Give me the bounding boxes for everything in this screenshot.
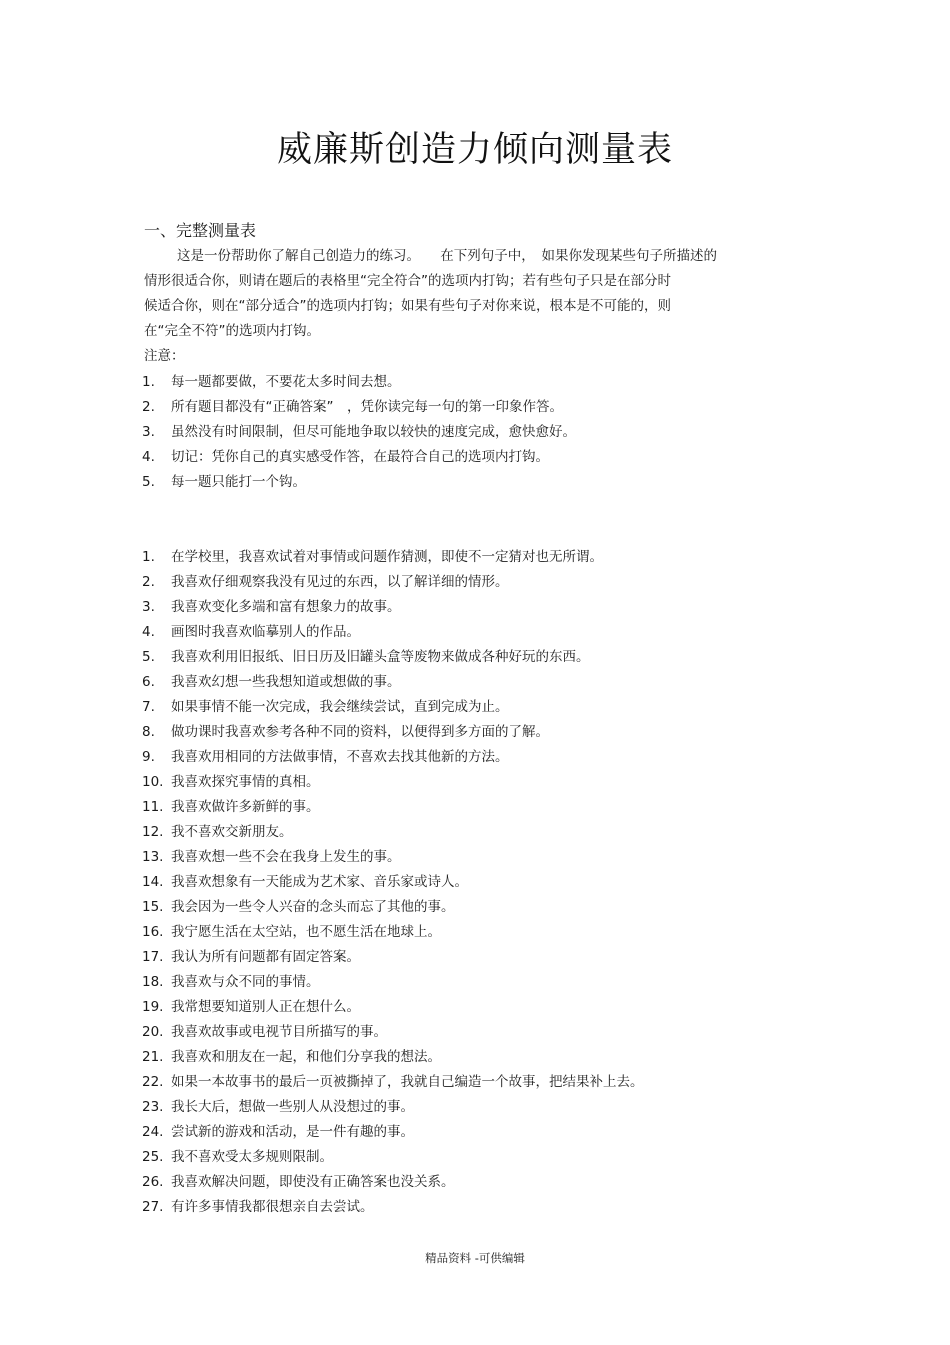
question-item [142,620,360,640]
question-number: 6. [142,674,155,690]
note-text: 每一题都要做，不要花太多时间去想。 [171,374,401,390]
question-text: 我喜欢和朋友在一起，和他们分享我的想法。 [171,1049,441,1065]
intro-line: 在“完全不符”的选项内打钩。 [144,323,320,339]
question-item [142,670,401,690]
question-text: 尝试新的游戏和活动，是一件有趣的事。 [171,1124,414,1140]
question-text: 我喜欢想象有一天能成为艺术家、音乐家或诗人。 [171,874,468,890]
question-number: 3. [142,599,155,615]
question-text: 我常想要知道别人正在想什么。 [171,999,360,1015]
note-text: 虽然没有时间限制，但尽可能地争取以较快的速度完成，愈快愈好。 [171,424,576,440]
question-item [142,845,401,865]
note-label: 注意： [144,348,185,364]
note-text: 所有题目都没有“正确答案” ，凭你读完每一句的第一印象作答。 [171,399,563,415]
question-item [142,695,509,715]
question-item [142,545,603,565]
question-text: 如果一本故事书的最后一页被撕掉了，我就自己编造一个故事，把结果补上去。 [171,1074,644,1090]
question-item [142,745,509,765]
question-text: 我会因为一些令人兴奋的念头而忘了其他的事。 [171,899,455,915]
question-number: 20. [142,1024,164,1040]
question-item [142,870,468,890]
note-item [142,395,563,415]
intro-line: 候适合你，则在“部分适合”的选项内打钩；如果有些句子对你来说，根本是不可能的，则 [144,298,671,314]
intro-line: 情形很适合你，则请在题后的表格里“完全符合”的选项内打钩；若有些句子只是在部分时 [144,273,671,289]
note-item [142,420,576,440]
question-number: 7. [142,699,155,715]
note-item [142,370,401,390]
question-item [142,795,320,815]
question-number: 27. [142,1199,164,1215]
question-number: 11. [142,799,164,815]
question-text: 我喜欢幻想一些我想知道或想做的事。 [171,674,401,690]
question-number: 23. [142,1099,164,1115]
question-text: 我不喜欢受太多规则限制。 [171,1149,333,1165]
question-item [142,595,401,615]
question-number: 19. [142,999,164,1015]
question-text: 如果事情不能一次完成，我会继续尝试，直到完成为止。 [171,699,509,715]
question-number: 1. [142,549,155,565]
note-number: 5. [142,474,155,490]
question-item [142,1120,414,1140]
question-item [142,1145,333,1165]
question-number: 26. [142,1174,164,1190]
question-number: 10. [142,774,164,790]
question-number: 12. [142,824,164,840]
question-item [142,970,320,990]
note-text: 每一题只能打一个钩。 [171,474,306,490]
note-text: 切记：凭你自己的真实感受作答，在最符合自己的选项内打钩。 [171,449,549,465]
question-text: 我喜欢想一些不会在我身上发生的事。 [171,849,401,865]
question-item [142,820,293,840]
question-item [142,920,441,940]
question-text: 我喜欢用相同的方法做事情，不喜欢去找其他新的方法。 [171,749,509,765]
question-text: 我喜欢利用旧报纸、旧日历及旧罐头盒等废物来做成各种好玩的东西。 [171,649,590,665]
question-item [142,895,455,915]
question-item [142,1170,455,1190]
note-number: 4. [142,449,155,465]
question-item [142,770,320,790]
intro-line: 这是一份帮助你了解自己创造力的练习。 在下列句子中， 如果你发现某些句子所描述的 [177,248,717,264]
note-number: 2. [142,399,155,415]
question-text: 我喜欢仔细观察我没有见过的东西，以了解详细的情形。 [171,574,509,590]
question-text: 我喜欢与众不同的事情。 [171,974,320,990]
page-footer: 精品资料 -可供编辑 [425,1251,525,1265]
question-item [142,1095,414,1115]
question-text: 我长大后，想做一些别人从没想过的事。 [171,1099,414,1115]
question-text: 做功课时我喜欢参考各种不同的资料，以便得到多方面的了解。 [171,724,549,740]
question-number: 14. [142,874,164,890]
question-text: 我宁愿生活在太空站，也不愿生活在地球上。 [171,924,441,940]
question-text: 有许多事情我都很想亲自去尝试。 [171,1199,374,1215]
question-number: 8. [142,724,155,740]
question-number: 22. [142,1074,164,1090]
question-number: 25. [142,1149,164,1165]
question-text: 我喜欢做许多新鲜的事。 [171,799,320,815]
question-number: 24. [142,1124,164,1140]
question-number: 13. [142,849,164,865]
question-text: 我认为所有问题都有固定答案。 [171,949,360,965]
question-number: 4. [142,624,155,640]
section-heading: 一、完整测量表 [144,221,257,240]
question-number: 18. [142,974,164,990]
question-item [142,1020,387,1040]
note-number: 3. [142,424,155,440]
question-item [142,1045,441,1065]
question-text: 我喜欢解决问题，即使没有正确答案也没关系。 [171,1174,455,1190]
question-number: 15. [142,899,164,915]
question-number: 21. [142,1049,164,1065]
question-item [142,945,360,965]
question-text: 我喜欢探究事情的真相。 [171,774,320,790]
page-title: 威廉斯创造力倾向测量表 [276,130,673,170]
note-number: 1. [142,374,155,390]
question-item [142,645,590,665]
question-number: 5. [142,649,155,665]
note-item [142,470,306,490]
note-item [142,445,549,465]
question-text: 我喜欢故事或电视节目所描写的事。 [171,1024,387,1040]
question-text: 画图时我喜欢临摹别人的作品。 [171,624,360,640]
question-item [142,720,549,740]
question-text: 在学校里，我喜欢试着对事情或问题作猜测，即使不一定猜对也无所谓。 [171,549,603,565]
question-text: 我喜欢变化多端和富有想象力的故事。 [171,599,401,615]
question-item [142,1195,374,1215]
question-number: 16. [142,924,164,940]
question-number: 9. [142,749,155,765]
question-item [142,1070,644,1090]
question-item [142,570,509,590]
question-item [142,995,360,1015]
question-number: 17. [142,949,164,965]
question-text: 我不喜欢交新朋友。 [171,824,293,840]
question-number: 2. [142,574,155,590]
